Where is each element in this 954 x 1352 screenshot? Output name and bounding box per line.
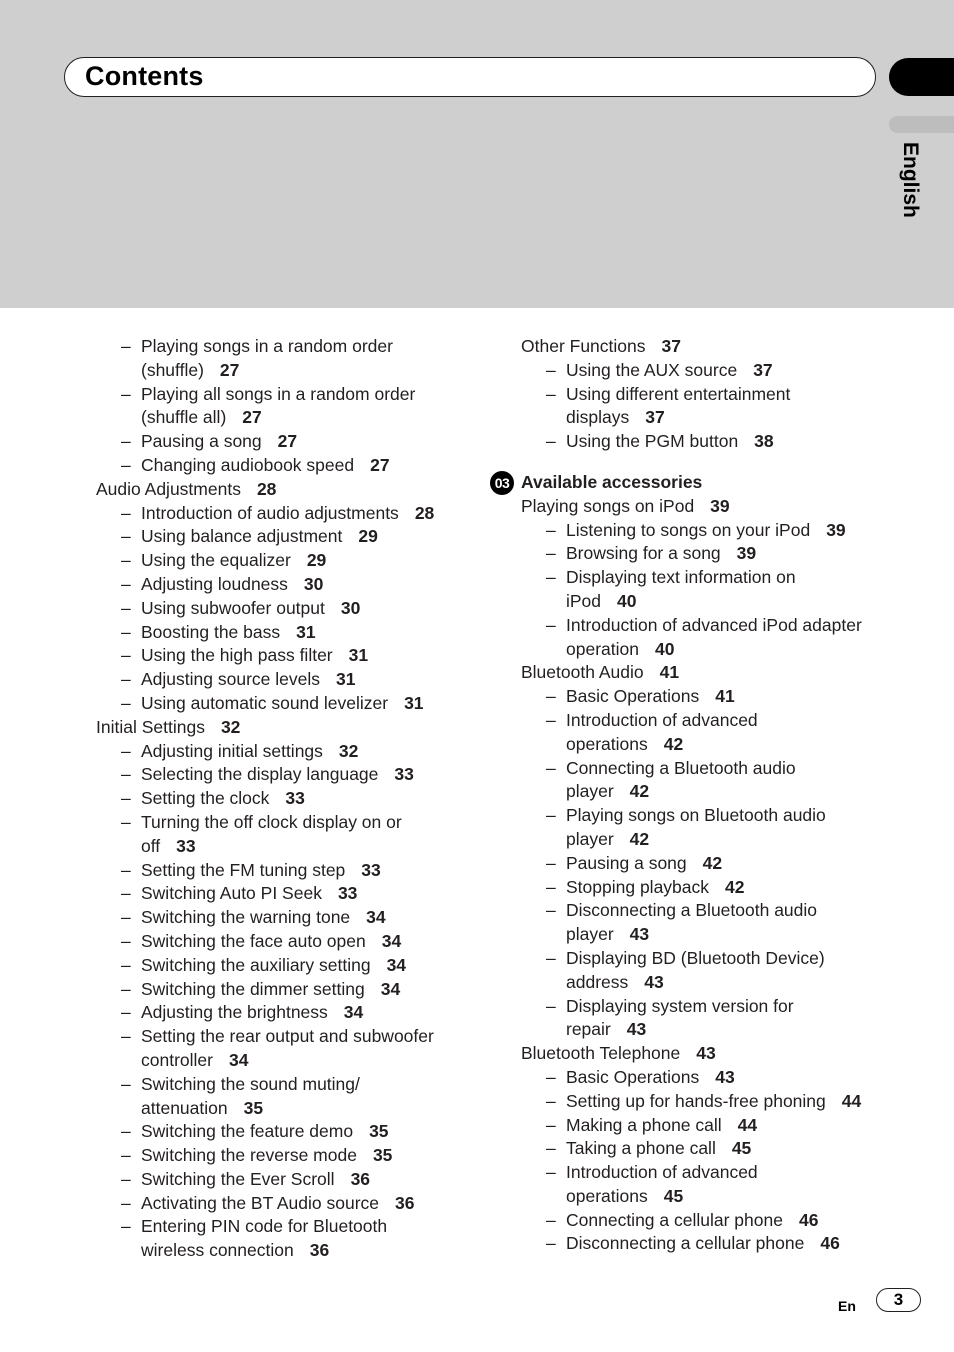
toc-page-number: 34	[380, 978, 401, 999]
toc-subentry[interactable]	[521, 566, 891, 614]
toc-subentry[interactable]	[521, 1209, 891, 1233]
toc-entry-text: Switching the reverse mode	[141, 1145, 357, 1166]
toc-subentry[interactable]	[96, 906, 466, 930]
toc-subentry[interactable]	[521, 852, 891, 876]
toc-entry-text: Browsing for a song	[566, 543, 721, 564]
toc-subentry[interactable]	[96, 1120, 466, 1144]
toc-entry-text: Stopping playback	[566, 876, 710, 897]
toc-page-number: 29	[306, 550, 327, 571]
toc-subentry[interactable]	[521, 685, 891, 709]
toc-entry-text: Making a phone call	[566, 1114, 722, 1135]
toc-page-number: 42	[702, 852, 723, 873]
toc-subentry[interactable]	[96, 335, 466, 383]
toc-entry-text: player	[566, 781, 614, 802]
toc-entry-text: Initial Settings	[96, 716, 205, 737]
toc-page-number: 34	[228, 1049, 249, 1070]
toc-page-number: 30	[340, 597, 361, 618]
toc-entry[interactable]	[96, 716, 466, 740]
toc-entry-text: Switching the dimmer setting	[141, 978, 365, 999]
toc-subentry[interactable]	[96, 430, 466, 454]
toc-entry-text: Available accessories	[521, 471, 703, 492]
contents-title-box	[64, 57, 876, 97]
toc-page-number: 40	[654, 638, 675, 659]
toc-subentry[interactable]	[521, 995, 891, 1043]
toc-entry-text: Switching the feature demo	[141, 1121, 354, 1142]
toc-entry-text: Connecting a cellular phone	[566, 1209, 783, 1230]
toc-page-number: 35	[369, 1121, 389, 1142]
toc-entry-text: controller	[141, 1049, 213, 1070]
toc-entry-text: Using automatic sound levelizer	[141, 692, 389, 713]
toc-entry[interactable]	[521, 495, 891, 519]
toc-entry-text: Playing all songs in a random order	[141, 383, 416, 404]
toc-entry-text: (shuffle)	[141, 359, 204, 380]
toc-entry-text: Switching the sound muting/	[141, 1073, 360, 1094]
chapter-tab-grey	[889, 116, 954, 133]
toc-page-number: 43	[644, 971, 664, 992]
toc-page-number: 33	[285, 788, 305, 809]
toc-entry-text: Changing audiobook speed	[141, 454, 355, 475]
toc-entry-text: Playing songs in a random order	[141, 336, 393, 356]
toc-entry-text: Displaying system version for	[566, 995, 794, 1016]
toc-entry-text: (shuffle all)	[141, 407, 227, 428]
toc-entry-text: Using the equalizer	[141, 550, 291, 571]
toc-page-number: 36	[395, 1192, 415, 1213]
toc-entry-text: Connecting a Bluetooth audio	[566, 757, 796, 778]
toc-subentry[interactable]	[521, 876, 891, 900]
toc-entry-text: Pausing a song	[566, 852, 687, 873]
toc-subentry[interactable]	[521, 804, 891, 852]
page-title: Contents	[85, 61, 204, 91]
toc-page-number: 28	[414, 502, 435, 523]
toc-entry-text: Switching the Ever Scroll	[141, 1168, 335, 1189]
toc-subentry[interactable]	[521, 519, 891, 543]
toc-entry-text: Setting the rear output and subwoofer	[141, 1026, 434, 1047]
toc-page-number: 31	[335, 669, 356, 690]
toc-subentry[interactable]	[521, 1090, 891, 1114]
toc-subentry[interactable]	[96, 882, 466, 906]
toc-subentry[interactable]	[96, 1192, 466, 1216]
toc-page-number: 42	[725, 876, 745, 897]
toc-entry-text: Bluetooth Telephone	[521, 1043, 681, 1064]
toc-entry-text: Using different entertainment	[566, 383, 791, 404]
toc-entry-text: Using the AUX source	[566, 359, 738, 380]
toc-subentry[interactable]	[96, 859, 466, 883]
toc-subentry[interactable]	[96, 525, 466, 549]
toc-entry-text: Using the PGM button	[566, 431, 739, 452]
toc-entry-text: Introduction of advanced iPod adapter	[566, 614, 862, 635]
page-number: 3	[876, 1288, 921, 1312]
toc-entry-text: Playing songs on Bluetooth audio	[566, 805, 826, 826]
toc-subentry[interactable]	[96, 621, 466, 645]
toc-entry-text: Introduction of advanced	[566, 709, 758, 730]
toc-entry[interactable]	[521, 335, 891, 359]
toc-page-number: 30	[303, 573, 324, 594]
toc-entry-text: Adjusting the brightness	[141, 1002, 328, 1023]
toc-subentry[interactable]	[521, 1137, 891, 1161]
footer-language-code: En	[838, 1298, 856, 1314]
toc-entry-text: repair	[566, 1019, 611, 1040]
toc-subentry[interactable]	[96, 549, 466, 573]
toc-entry-text: Disconnecting a cellular phone	[566, 1233, 805, 1254]
toc-entry-text: Boosting the bass	[141, 621, 281, 642]
toc-page-number: 34	[343, 1002, 364, 1023]
toc-page-number: 37	[661, 336, 681, 356]
toc-page-number: 39	[710, 495, 730, 516]
toc-entry-text: Setting the clock	[141, 788, 270, 809]
toc-entry-text: displays	[566, 407, 630, 428]
toc-subentry[interactable]	[521, 1232, 891, 1256]
toc-page-number: 34	[381, 930, 402, 951]
toc-entry-text: Introduction of advanced	[566, 1162, 758, 1183]
toc-subentry[interactable]	[96, 573, 466, 597]
toc-page-number: 39	[826, 519, 846, 540]
toc-page-number: 43	[626, 1019, 647, 1040]
toc-entry-text: Setting up for hands-free phoning	[566, 1090, 826, 1111]
toc-page-number: 40	[617, 590, 637, 611]
toc-page-number: 46	[798, 1209, 819, 1230]
toc-entry-text: Displaying BD (Bluetooth Device)	[566, 947, 825, 968]
toc-page-number: 45	[731, 1138, 752, 1159]
toc-entry-text: Listening to songs on your iPod	[566, 519, 811, 540]
toc-page-number: 39	[736, 543, 757, 564]
toc-entry-text: Switching Auto PI Seek	[141, 883, 322, 904]
toc-entry-text: iPod	[566, 590, 602, 611]
toc-subentry[interactable]	[521, 1161, 891, 1209]
toc-page-number: 41	[715, 686, 735, 707]
toc-entry-text: Other Functions	[521, 336, 646, 356]
toc-page-number: 34	[366, 907, 386, 928]
toc-entry-text: Basic Operations	[566, 1066, 700, 1087]
toc-page-number: 36	[350, 1168, 371, 1189]
toc-page-number: 33	[394, 764, 414, 785]
toc-subentry[interactable]	[96, 1168, 466, 1192]
toc-subentry[interactable]	[96, 454, 466, 478]
toc-entry-text: Adjusting loudness	[141, 573, 288, 594]
toc-entry[interactable]	[521, 1042, 891, 1066]
language-tab-label: English	[899, 142, 922, 218]
toc-entry-text: Turning the off clock display on or	[141, 811, 402, 832]
toc-page-number: 38	[754, 431, 774, 452]
toc-page-number: 44	[841, 1090, 862, 1111]
toc-entry-text: Bluetooth Audio	[521, 662, 644, 683]
toc-page-number: 35	[372, 1145, 393, 1166]
toc-subentry[interactable]	[96, 383, 466, 431]
toc-entry-text: Taking a phone call	[566, 1138, 716, 1159]
toc-subentry[interactable]	[96, 1001, 466, 1025]
toc-page-number: 27	[277, 431, 298, 452]
toc-page-number: 46	[820, 1233, 840, 1254]
toc-page-number: 43	[696, 1043, 716, 1064]
toc-section-heading[interactable]	[494, 471, 891, 495]
toc-page-number: 27	[370, 454, 390, 475]
toc-subentry[interactable]	[96, 930, 466, 954]
toc-subentry[interactable]	[521, 709, 891, 757]
toc-subentry[interactable]	[521, 614, 891, 662]
section-number-badge: 03	[490, 471, 514, 495]
toc-page-number: 35	[243, 1097, 264, 1118]
header-band	[0, 0, 954, 308]
toc-subentry[interactable]	[96, 1215, 466, 1263]
toc-page-number: 37	[753, 359, 773, 380]
toc-right-column	[494, 335, 891, 1256]
toc-entry-text: wireless connection	[141, 1240, 294, 1261]
toc-entry-text: Displaying text information on	[566, 567, 796, 588]
toc-subentry[interactable]	[96, 954, 466, 978]
toc-subentry[interactable]	[96, 644, 466, 668]
toc-page-number: 45	[663, 1185, 684, 1206]
toc-page-number: 42	[629, 828, 650, 849]
toc-entry-text: Using subwoofer output	[141, 597, 325, 618]
toc-subentry[interactable]	[96, 668, 466, 692]
toc-page-number: 27	[219, 359, 240, 380]
toc-entry-text: Disconnecting a Bluetooth audio	[566, 900, 818, 921]
toc-entry-text: operation	[566, 638, 639, 659]
toc-page-number: 44	[737, 1114, 758, 1135]
toc-subentry[interactable]	[521, 1114, 891, 1138]
toc-entry-text: Switching the face auto open	[141, 930, 366, 951]
toc-subentry[interactable]	[96, 1073, 466, 1121]
toc-entry-text: off	[141, 835, 161, 856]
toc-page-number: 33	[337, 883, 358, 904]
toc-entry-text: Entering PIN code for Bluetooth	[141, 1216, 388, 1237]
toc-subentry[interactable]	[96, 502, 466, 526]
toc-entry-text: Using balance adjustment	[141, 526, 343, 547]
toc-entry-text: operations	[566, 733, 648, 754]
toc-subentry[interactable]	[96, 811, 466, 859]
toc-entry-text: address	[566, 971, 629, 992]
toc-subentry[interactable]	[96, 1144, 466, 1168]
toc-left-column	[96, 335, 466, 1263]
toc-subentry[interactable]	[96, 740, 466, 764]
toc-page-number: 27	[242, 407, 262, 428]
toc-page-number: 43	[715, 1066, 735, 1087]
toc-page-number: 33	[176, 835, 196, 856]
toc-subentry[interactable]	[96, 692, 466, 716]
toc-subentry[interactable]	[521, 1066, 891, 1090]
toc-subentry[interactable]	[96, 787, 466, 811]
toc-subentry[interactable]	[96, 978, 466, 1002]
toc-entry-text: Switching the warning tone	[141, 907, 351, 928]
toc-entry-text: Activating the BT Audio source	[141, 1192, 380, 1213]
toc-entry-text: Introduction of audio adjustments	[141, 502, 399, 523]
toc-entry-text: Adjusting initial settings	[141, 740, 323, 761]
toc-page-number: 36	[309, 1240, 330, 1261]
toc-entry-text: player	[566, 924, 614, 945]
toc-page-number: 42	[629, 781, 650, 802]
toc-subentry[interactable]	[521, 899, 891, 947]
toc-entry-text: Adjusting source levels	[141, 669, 320, 690]
toc-subentry[interactable]	[521, 542, 891, 566]
toc-subentry[interactable]	[96, 1025, 466, 1073]
toc-entry-text: attenuation	[141, 1097, 228, 1118]
toc-entry-text: Switching the auxiliary setting	[141, 954, 371, 975]
toc-subentry[interactable]	[521, 757, 891, 805]
chapter-tab-black	[889, 58, 954, 96]
toc-subentry[interactable]	[96, 763, 466, 787]
toc-subentry[interactable]	[96, 597, 466, 621]
toc-entry-text: player	[566, 828, 614, 849]
toc-entry-text: Audio Adjustments	[96, 478, 241, 499]
toc-entry[interactable]	[96, 478, 466, 502]
toc-entry-text: Selecting the display language	[141, 764, 379, 785]
toc-entry[interactable]	[521, 661, 891, 685]
toc-page-number: 33	[361, 859, 381, 880]
toc-page-number: 37	[645, 407, 665, 428]
toc-page-number: 31	[296, 621, 316, 642]
toc-page-number: 28	[256, 478, 277, 499]
toc-page-number: 32	[220, 716, 241, 737]
toc-subentry[interactable]	[521, 383, 891, 431]
toc-entry-text: Setting the FM tuning step	[141, 859, 346, 880]
toc-page-number: 29	[358, 526, 378, 547]
toc-page-number: 32	[338, 740, 359, 761]
toc-page-number: 34	[386, 954, 407, 975]
toc-page-number: 42	[663, 733, 684, 754]
toc-entry-text: Using the high pass filter	[141, 645, 333, 666]
toc-entry-text: Pausing a song	[141, 431, 262, 452]
toc-page-number: 43	[629, 924, 650, 945]
toc-entry-text: Playing songs on iPod	[521, 495, 695, 516]
toc-subentry[interactable]	[521, 359, 891, 383]
toc-subentry[interactable]	[521, 430, 891, 454]
toc-entry-text: Basic Operations	[566, 686, 700, 707]
toc-page-number: 31	[404, 692, 424, 713]
toc-subentry[interactable]	[521, 947, 891, 995]
toc-entry-text: operations	[566, 1185, 648, 1206]
toc-page-number: 41	[659, 662, 680, 683]
toc-page-number: 31	[348, 645, 369, 666]
